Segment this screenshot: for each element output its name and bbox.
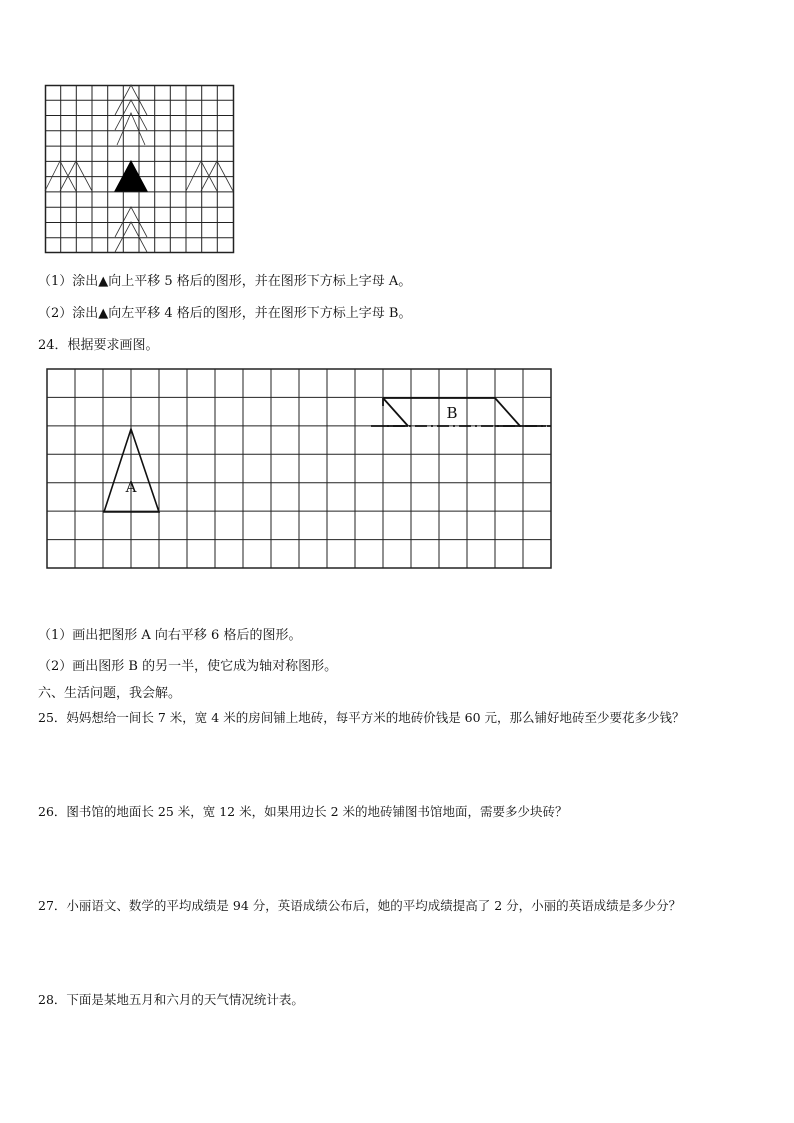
- q24-label-a: A: [125, 478, 137, 496]
- q24-title: 24．根据要求画图。: [38, 338, 159, 353]
- q24-shape-b: [383, 398, 546, 426]
- q23-sub2: （2）涂出▲向左平移 4 格后的图形，并在图形下方标上字母 B。: [38, 306, 412, 321]
- q23-grid-figure: [45, 85, 235, 255]
- q23-sub1: （1）涂出▲向上平移 5 格后的图形，并在图形下方标上字母 A。: [38, 274, 412, 289]
- q27: 27．小丽语文、数学的平均成绩是 94 分，英语成绩公布后，她的平均成绩提高了 2 分，小丽的英语成绩是多少分？: [38, 898, 682, 913]
- q24-label-b: B: [446, 404, 458, 422]
- q24-grid-figure: [46, 368, 556, 573]
- q26: 26．图书馆的地面长 25 米，宽 12 米，如果用边长 2 米的地砖铺图书馆地面，需要多少块砖？: [38, 804, 568, 819]
- q25: 25．妈妈想给一间长 7 米，宽 4 米的房间铺上地砖，每平方米的地砖价钱是 60 元，那么铺好地砖至少要花多少钱？: [38, 710, 685, 725]
- q24-sub2: （2）画出图形 B 的另一半，使它成为轴对称图形。: [38, 659, 338, 674]
- q28: 28．下面是某地五月和六月的天气情况统计表。: [38, 992, 304, 1007]
- q23-filled-triangle: [115, 161, 147, 191]
- q24-sub1: （1）画出把图形 A 向右平移 6 格后的图形。: [38, 628, 302, 643]
- section-6-heading: 六、生活问题，我会解。: [38, 686, 182, 701]
